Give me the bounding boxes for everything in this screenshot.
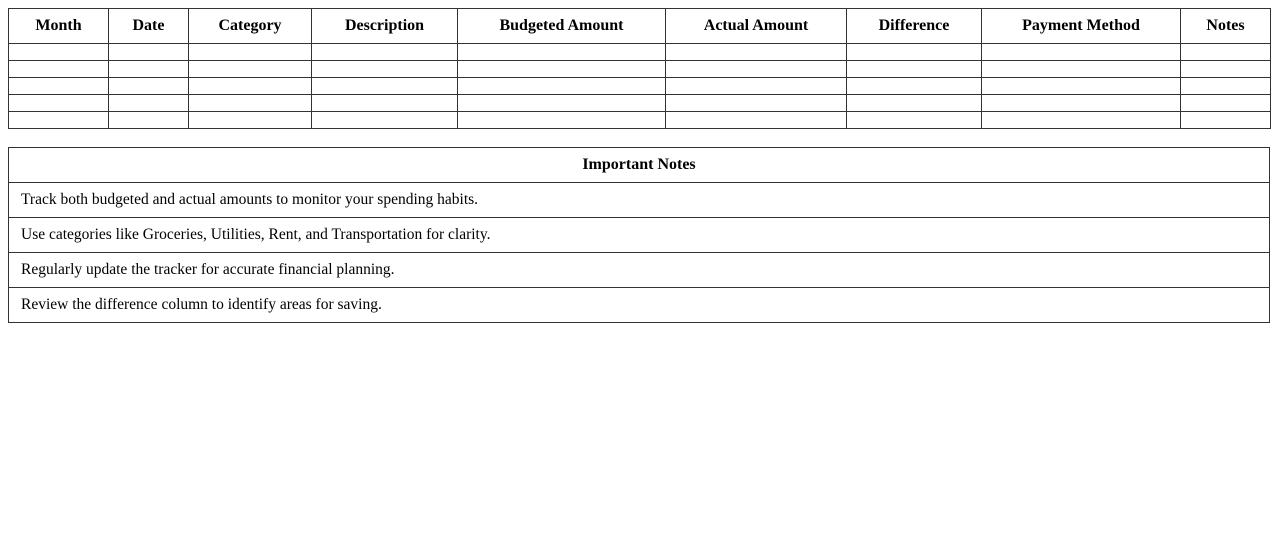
table-cell[interactable] <box>189 61 312 78</box>
column-header-description: Description <box>312 9 458 44</box>
table-row <box>9 95 1271 112</box>
column-header-actual-amount: Actual Amount <box>666 9 847 44</box>
table-cell[interactable] <box>458 95 666 112</box>
table-cell[interactable] <box>189 44 312 61</box>
table-cell[interactable] <box>458 112 666 129</box>
column-header-difference: Difference <box>847 9 982 44</box>
table-cell[interactable] <box>982 95 1181 112</box>
table-row <box>9 112 1271 129</box>
table-cell[interactable] <box>312 78 458 95</box>
notes-header-row <box>9 148 1270 183</box>
table-row <box>9 78 1271 95</box>
note-row <box>9 253 1270 288</box>
table-cell[interactable] <box>109 61 189 78</box>
table-cell[interactable] <box>847 78 982 95</box>
table-cell[interactable] <box>9 44 109 61</box>
column-header-month: Month <box>9 9 109 44</box>
table-cell[interactable] <box>312 44 458 61</box>
table-cell[interactable] <box>109 44 189 61</box>
table-cell[interactable] <box>189 112 312 129</box>
column-header-payment-method: Payment Method <box>982 9 1181 44</box>
table-cell[interactable] <box>982 44 1181 61</box>
column-header-budgeted-amount: Budgeted Amount <box>458 9 666 44</box>
table-row <box>9 61 1271 78</box>
column-header-notes: Notes <box>1181 9 1271 44</box>
table-cell[interactable] <box>9 112 109 129</box>
table-cell[interactable] <box>666 95 847 112</box>
note-item: Track both budgeted and actual amounts to monitor your spending habits. <box>9 183 1270 218</box>
table-cell[interactable] <box>312 95 458 112</box>
table-cell[interactable] <box>189 95 312 112</box>
table-cell[interactable] <box>109 78 189 95</box>
table-cell[interactable] <box>458 44 666 61</box>
table-cell[interactable] <box>109 95 189 112</box>
note-row <box>9 218 1270 253</box>
important-notes-table <box>8 147 1270 323</box>
note-item: Use categories like Groceries, Utilities, Rent, and Transportation for clarity. <box>9 218 1270 253</box>
table-cell[interactable] <box>982 61 1181 78</box>
table-cell[interactable] <box>847 112 982 129</box>
table-row <box>9 44 1271 61</box>
table-cell[interactable] <box>666 78 847 95</box>
table-cell[interactable] <box>982 78 1181 95</box>
note-row <box>9 183 1270 218</box>
notes-title: Important Notes <box>9 148 1270 183</box>
table-cell[interactable] <box>189 78 312 95</box>
table-cell[interactable] <box>847 44 982 61</box>
table-cell[interactable] <box>1181 112 1271 129</box>
table-cell[interactable] <box>666 44 847 61</box>
table-cell[interactable] <box>666 61 847 78</box>
table-cell[interactable] <box>1181 95 1271 112</box>
note-item: Regularly update the tracker for accurate financial planning. <box>9 253 1270 288</box>
table-cell[interactable] <box>312 112 458 129</box>
column-header-date: Date <box>109 9 189 44</box>
table-cell[interactable] <box>666 112 847 129</box>
table-cell[interactable] <box>1181 61 1271 78</box>
table-cell[interactable] <box>458 78 666 95</box>
table-cell[interactable] <box>458 61 666 78</box>
budget-tracker-table <box>8 8 1271 129</box>
table-cell[interactable] <box>312 61 458 78</box>
table-cell[interactable] <box>982 112 1181 129</box>
note-row <box>9 288 1270 323</box>
note-item: Review the difference column to identify areas for saving. <box>9 288 1270 323</box>
table-cell[interactable] <box>847 95 982 112</box>
table-cell[interactable] <box>847 61 982 78</box>
table-cell[interactable] <box>109 112 189 129</box>
table-cell[interactable] <box>9 61 109 78</box>
column-header-category: Category <box>189 9 312 44</box>
table-cell[interactable] <box>9 95 109 112</box>
table-header-row <box>9 9 1271 44</box>
table-cell[interactable] <box>9 78 109 95</box>
table-cell[interactable] <box>1181 44 1271 61</box>
table-cell[interactable] <box>1181 78 1271 95</box>
